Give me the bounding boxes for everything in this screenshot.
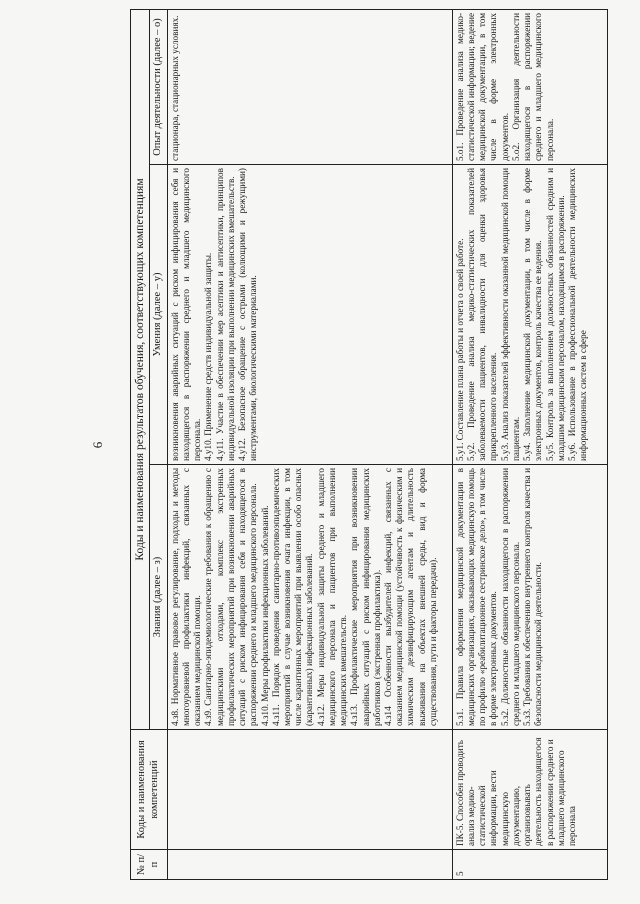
header-skills: Умения (далее – у) [150, 165, 168, 465]
skill-item: 5.у1. Составление плана работы и отчета о своей работе. [454, 238, 465, 461]
skill-item: возникновения аварийных ситуаций с риском инфицирования себя и находящегося в распоряжении среднего и младшего медицинского персонала. [169, 168, 203, 461]
skill-item: 5.у5. Контроль за выполнением должностных обязанностей средним и младшим медицинским персоналом, находящимся в распоряжении. [544, 168, 566, 461]
knowledge-item: 4.з9. Санитарно-эпидемиологические требования к обращению с медицинскими отходами, комплекс экстренных профилактических мероприятий при возникновении аварийных ситуаций с риском инфицирования себя и находящегося в распоряжении среднего и младшего медицинского персонала. [203, 468, 259, 726]
knowledge-item: 4.з13. Профилактические мероприятия при возникновении аварийных ситуаций с риском инфицирования медицинских работников (экстренная профилактика). [349, 468, 382, 726]
skill-item: 5.у6. Использование в профессиональной деятельности медицинских информационных систем в сфере [567, 168, 589, 461]
header-experience: Опыт деятельности (далее – о) [150, 9, 168, 164]
table-row [452, 9, 607, 879]
skill-item: 5.у4. Заполнение медицинской документации, в том числе в форме электронных документов, контроль качества ее ведения. [522, 168, 544, 461]
experience-item: 5.о1. Проведение анализа медико-статистической информации; ведение медицинской документации, в том числе в форме электронных документов. [454, 12, 510, 161]
skills-cell [167, 165, 452, 465]
header-code: Коды и наименования компетенций [131, 730, 168, 850]
skill-item: 5.у3. Анализ показателей эффективности оказанной медицинской помощи пациентам. [499, 168, 521, 461]
skill-item: 5.у2. Проведение анализа медико-статистических показателей заболеваемости пациентов, инвалидности для оценки здоровья прикрепленного населения. [466, 168, 499, 461]
knowledge-item: 4.з10. Меры профилактики инфекционных заболеваний. [259, 505, 270, 726]
experience-cell [167, 9, 452, 164]
knowledge-cell [452, 465, 607, 730]
knowledge-item: 4.з12. Меры индивидуальной защиты среднего и младшего медицинского персонала и пациентов при выполнении медицинских вмешательств. [315, 468, 349, 726]
rotated-content [90, 10, 630, 880]
code-cell [167, 730, 452, 850]
knowledge-item: 5.з3. Требования к обеспечению внутреннего контроля качества и безопасности медицинской деятельности. [522, 468, 544, 726]
skill-item: 4.у11. Участие в обеспечении мер асептики и антисептики, принципов индивидуальной изоляции при выполнении медицинских вмешательств. [214, 168, 236, 461]
competency-name: ПК-5. Способен проводить анализ медико-статистической информации, вести медицинскую документацию, организовывать деятельность находящегося в распоряжении среднего и младшего медицинского персонала [454, 737, 577, 846]
knowledge-item: 4.з8. Нормативное правовое регулирование, подходы и методы многоуровневой профилактики инфекций, связанных с оказанием медицинской помощи. [169, 468, 203, 726]
experience-item: 5.о2. Организация деятельности находящегося в распоряжении среднего и младшего медицинского персонала. [510, 12, 555, 161]
page-number: 6 [90, 441, 105, 449]
knowledge-item: 5.з1. Правила оформления медицинской документации в медицинских организациях, оказывающих медицинскую помощь по профилю «реабилитационное сестринское дело», в том числе в форме электронных документов. [454, 468, 499, 726]
knowledge-item: 4.з11. Порядок проведения санитарно-противоэпидемических мероприятий в случае возникновения очага инфекции, в том числе карантинных мероприятий при выявлении особо опасных (карантинных) инфекционных заболеваний. [270, 468, 315, 726]
code-cell [452, 730, 607, 850]
header-knowledge: Знания (далее – з) [150, 465, 168, 730]
knowledge-item: 4.з14 Особенности вызбудителей инфекций, связанных с оказанием медицинской помощи (устойчивость к физическим и химическим дезинфицирующим агентам и длительность выживания на объектах внешней среды, вид и форма существования, пути и факторы передачи). [382, 468, 438, 726]
table-row [167, 9, 452, 879]
row-num-cell [167, 850, 452, 880]
skill-item: 4.у12. Безопасное обращение с острыми (колющими и режущими) инструментами, биологическими материалами. [237, 168, 259, 461]
competency-table [130, 9, 608, 880]
skill-item: 4.у10. Применение средств индивидуальной защиты. [203, 252, 214, 461]
header-num: № п/п [131, 850, 168, 880]
skills-cell [452, 165, 607, 465]
header-results-group: Коды и наименования результатов обучения, соответствующих компетенциям [131, 9, 150, 729]
knowledge-item: 5.з2. Должностные обязанности находящегося в распоряжении среднего и младшего медицинского персонала. [499, 468, 521, 726]
experience-item: стационара, стационарных условиях. [169, 15, 180, 161]
experience-cell [452, 9, 607, 164]
row-num-cell: 5 [452, 850, 607, 880]
knowledge-cell [167, 465, 452, 730]
